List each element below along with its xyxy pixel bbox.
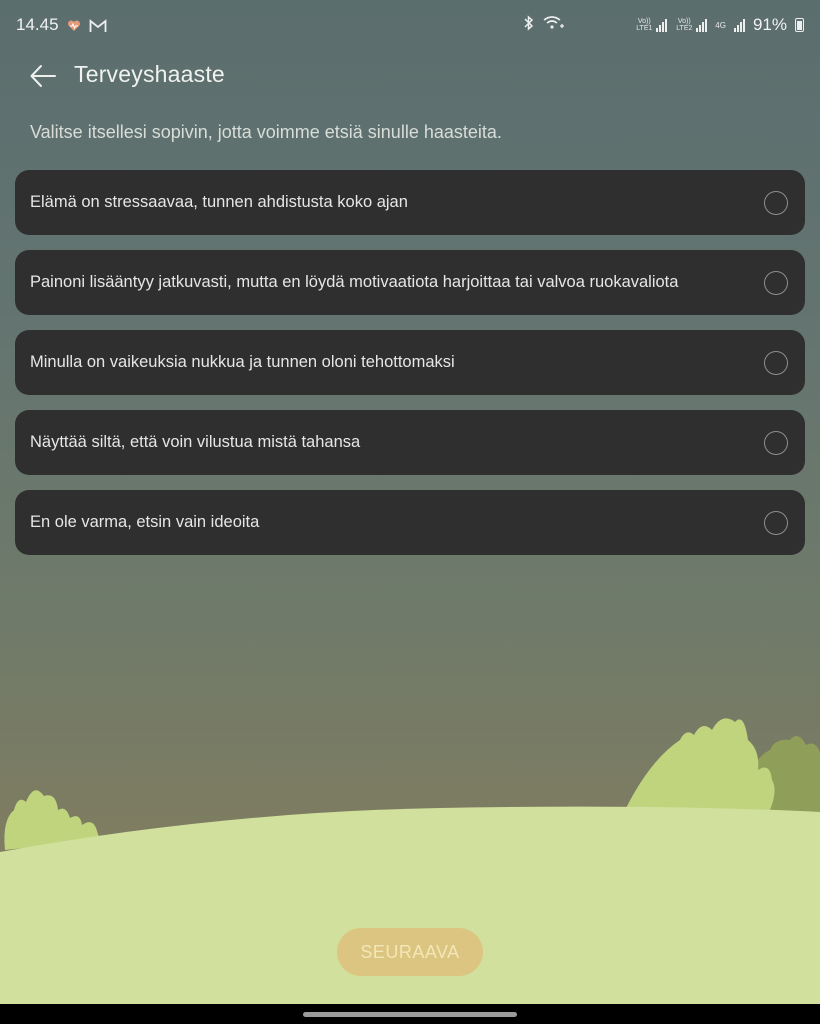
option-label: En ole varma, etsin vain ideoita [30, 513, 260, 531]
signal-bars-icon [696, 18, 707, 32]
option-label: Painoni lisääntyy jatkuvasti, mutta en löydä motivaatiota harjoittaa tai valvoa ruokavaliota [30, 273, 679, 291]
radio-button[interactable] [764, 191, 788, 215]
clock: 14.45 [16, 15, 59, 34]
status-left [16, 15, 107, 35]
signal-bars-icon [656, 18, 667, 32]
next-button[interactable]: SEURAAVA [337, 928, 483, 976]
sim1-label: Vo)) LTE1 [636, 18, 653, 32]
radio-button[interactable] [764, 351, 788, 375]
option-stress[interactable] [15, 170, 805, 235]
radio-button[interactable] [764, 431, 788, 455]
subtitle: Valitse itsellesi sopivin, jotta voimme etsiä sinulle haasteita. [30, 122, 502, 142]
battery-percent: 91% [752, 15, 787, 34]
bluetooth-icon [523, 15, 535, 36]
options-list [15, 170, 805, 570]
sim1-signal [635, 18, 667, 32]
back-button[interactable] [28, 62, 58, 90]
radio-button[interactable] [764, 271, 788, 295]
option-sleep[interactable] [15, 330, 805, 395]
option-weight[interactable] [15, 250, 805, 315]
option-label: Näyttää siltä, että voin vilustua mistä tahansa [30, 433, 361, 451]
signal-bars-icon [734, 18, 745, 32]
option-label: Elämä on stressaavaa, tunnen ahdistusta koko ajan [30, 193, 408, 211]
gmail-icon [89, 18, 107, 32]
app-bar [0, 56, 820, 96]
radio-button[interactable] [764, 511, 788, 535]
option-label: Minulla on vaikeuksia nukkua ja tunnen oloni tehottomaksi [30, 353, 455, 371]
battery-icon [795, 18, 804, 32]
home-handle[interactable] [303, 1012, 517, 1017]
option-immunity[interactable] [15, 410, 805, 475]
page-title: Terveyshaaste [74, 61, 225, 87]
network-type: 4G [715, 20, 726, 30]
status-right [523, 15, 804, 36]
sim2-label: Vo)) LTE2 [676, 18, 693, 32]
heart-icon [67, 18, 81, 32]
sim2-signal [675, 18, 707, 32]
status-bar [0, 0, 820, 50]
option-unsure[interactable] [15, 490, 805, 555]
arrow-left-icon [28, 62, 58, 90]
wifi-icon [543, 15, 565, 36]
